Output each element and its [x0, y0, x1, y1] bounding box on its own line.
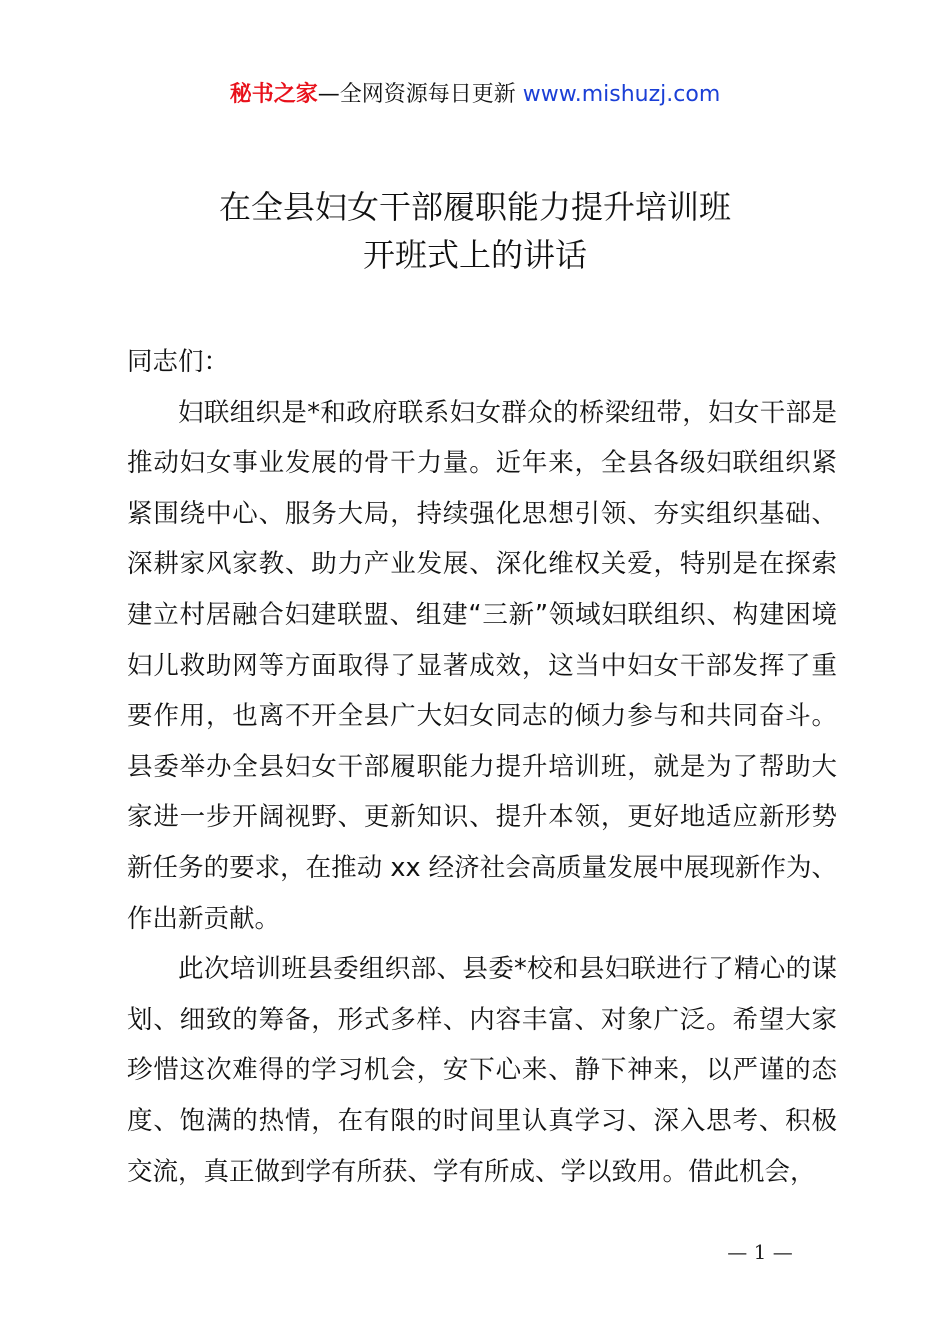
document-title — [0, 183, 950, 279]
title-line-1: 在全县妇女干部履职能力提升培训班 — [218, 188, 731, 226]
title-line-2: 开班式上的讲话 — [362, 236, 587, 274]
site-url-link[interactable]: www.mishuzj.com — [522, 82, 721, 107]
site-header — [0, 80, 950, 110]
body-paragraph-2: 此次培训班县委组织部、县委*校和县妇联进行了精心的谋划、细致的筹备，形式多样、内容丰富、对象广泛。希望大家珍惜这次难得的学习机会，安下心来、静下神来，以严谨的态度、饱满的热情，在有限的时间里认真学习、深入思考、积极交流，真正做到学有所获、学有所成、学以致用。借此机会， — [127, 954, 837, 1187]
brand-name: 秘书之家 — [229, 82, 318, 107]
salutation: 同志们： — [127, 347, 230, 377]
header-tagline: —全网资源每日更新 — [317, 82, 523, 107]
page-number: — 1 — — [727, 1240, 793, 1264]
body-paragraph-1: 妇联组织是*和政府联系妇女群众的桥梁纽带，妇女干部是推动妇女事业发展的骨干力量。近年来，全县各级妇联组织紧紧围绕中心、服务大局，持续强化思想引领、夯实组织基础、深耕家风家教、助力产业发展、深化维权关爱，特别是在探索建立村居融合妇建联盟、组建“三新”领域妇联组织、构建困境妇儿救助网等方面取得了显著成效，这当中妇女干部发挥了重要作用，也离不开全县广大妇女同志的倾力参与和共同奋斗。县委举办全县妇女干部履职能力提升培训班，就是为了帮助大家进一步开阔视野、更新知识、提升本领，更好地适应新形势新任务的要求，在推动 xx 经济社会高质量发展中展现新作为、作出新贡献。 — [127, 397, 837, 934]
document-body — [127, 337, 837, 1197]
